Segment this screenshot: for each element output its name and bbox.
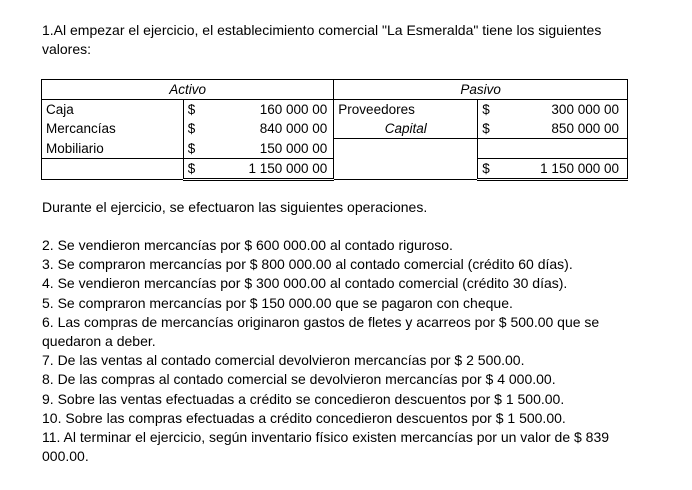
activo-header: Activo: [42, 80, 334, 100]
operation-item: 11. Al terminar el ejercicio, según inventario físico existen mercancías por un valor de $ 839 000.00.: [42, 429, 610, 465]
pasivo-name: Capital: [334, 119, 478, 139]
intro-paragraph: 1.Al empezar el ejercicio, el establecimiento comercial "La Esmeralda" tiene los siguientes valores:: [42, 22, 602, 57]
balance-row: [42, 100, 628, 120]
activo-currency: $: [187, 121, 196, 137]
pasivo-header: Pasivo: [334, 80, 628, 100]
operation-item: 3. Se compraron mercancías por $ 800 000.00 al contado comercial (crédito 60 días).: [42, 256, 573, 273]
pasivo-amount: 850 000 00: [495, 119, 627, 139]
operation-item: 4. Se vendieron mercancías por $ 300 000.00 al contado comercial (crédito 30 días).: [42, 275, 568, 292]
operation-item: 7. De las ventas al contado comercial devolvieron mercancías por $ 2 500.00.: [42, 352, 525, 369]
pasivo-total-currency: $: [478, 159, 495, 180]
activo-name: Mercancías: [42, 119, 184, 139]
during-paragraph: Durante el ejercicio, se efectuaron las siguientes operaciones.: [42, 199, 428, 215]
pasivo-empty: [495, 139, 627, 159]
operation-item: 9. Sobre las ventas efectuadas a crédito se concedieron descuentos por $ 1 500.00.: [42, 390, 565, 407]
pasivo-total-label: [334, 159, 478, 180]
pasivo-total: 1 150 000 00: [495, 159, 627, 180]
activo-total-label: [42, 159, 184, 180]
activo-currency: $: [183, 139, 200, 159]
balance-table: [41, 79, 628, 181]
pasivo-currency: $: [482, 102, 490, 117]
pasivo-empty: [478, 139, 495, 159]
activo-amount: 150 000 00: [201, 139, 334, 159]
pasivo-empty: [334, 139, 478, 159]
activo-amount: 840 000 00: [201, 119, 334, 139]
balance-row: [42, 139, 628, 159]
operations-list: [42, 236, 634, 466]
operation-item: 10. Sobre las compras efectuadas a crédito concedieron descuentos por $ 1 500.00.: [42, 409, 566, 426]
balance-row: [42, 119, 628, 139]
operation-item: 5. Se compraron mercancías por $ 150 000.00 que se pagaron con cheque.: [42, 294, 513, 311]
operation-item: 2. Se vendieron mercancías por $ 600 000.00 al contado riguroso.: [42, 237, 453, 253]
balance-total-row: [42, 159, 628, 180]
activo-name: Caja: [42, 100, 184, 120]
activo-total: 1 150 000 00: [201, 159, 334, 180]
pasivo-amount: 300 000 00: [495, 100, 627, 120]
activo-name: Mobiliario: [42, 139, 184, 159]
activo-amount: 160 000 00: [201, 100, 334, 120]
pasivo-currency: $: [482, 121, 490, 136]
balance-header-row: [42, 80, 628, 100]
operation-item: 6. Las compras de mercancías originaron gastos de fletes y acarreos por $ 500.00 que se quedaron a deber.: [42, 313, 600, 350]
operation-item: 8. De las compras al contado comercial se devolvieron mercancías por $ 4 000.00.: [42, 371, 556, 388]
activo-total-currency: $: [183, 159, 200, 180]
activo-currency: $: [187, 102, 196, 117]
pasivo-name: Proveedores: [334, 100, 478, 120]
